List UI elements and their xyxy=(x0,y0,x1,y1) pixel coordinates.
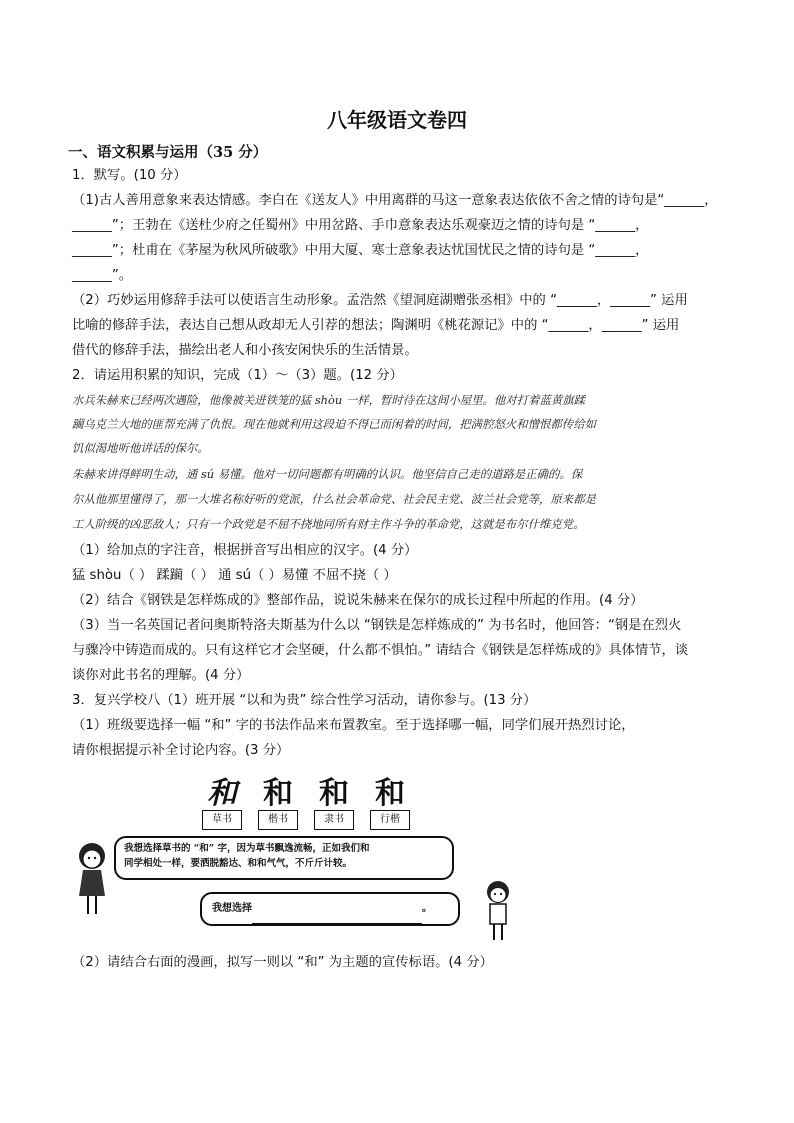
speech-bubble-left xyxy=(114,836,454,880)
passage-line: 尔从他那里懂得了，那一大堆名称好听的党派，什么社会革命党、社会民主党、波兰社会党等，原来都是 xyxy=(72,492,596,506)
q2-sub2: （2）结合《钢铁是怎样炼成的》整部作品，说说朱赫来在保尔的成长过程中所起的作用。(4 分） xyxy=(72,593,644,608)
passage-line: 饥似渴地听他讲话的保尔。 xyxy=(72,441,209,455)
q2-sub3-line: 谈你对此书名的理解。(4 分） xyxy=(72,668,250,683)
comic-illustration xyxy=(72,768,532,943)
girl-figure-icon xyxy=(72,840,112,920)
passage-line: 朱赫来讲得鲜明生动，通 sú 易懂。他对一切问题都有明确的认识。他坚信自己走的道路是正确的。保 xyxy=(72,467,583,481)
q1-p1-line: （1)古人善用意象来表达情感。李白在《送友人》中用离群的马这一意象表达依依不舍之情的诗句是“______， xyxy=(72,193,718,208)
passage-line: 躏乌克兰大地的匪帮充满了仇恨。现在他就利用这段迫不得已而闲着的时间，把满腔怒火和憎恨都传给如 xyxy=(72,417,596,431)
calligraphy-char-cursive: 和 xyxy=(207,776,237,811)
style-label: 楷书 xyxy=(258,810,298,830)
style-label: 隶书 xyxy=(314,810,354,830)
calligraphy-char-regular: 和 xyxy=(263,776,293,811)
q2-sub3-line: （3）当一名英国记者问奥斯特洛夫斯基为什么以 “钢铁是怎样炼成的” 为书名时，他回答：“钢是在烈火 xyxy=(72,618,682,633)
style-label: 草书 xyxy=(202,810,242,830)
q2-sub3-line: 与骤冷中铸造而成的。只有这样它才会坚硬，什么都不惧怕。” 请结合《钢铁是怎样炼成的》具体情节，谈 xyxy=(72,643,689,658)
answer-blank[interactable] xyxy=(252,907,422,924)
calligraphy-char-running: 和 xyxy=(375,776,405,811)
q1-heading: 1．默写。(10 分） xyxy=(72,168,187,183)
page-title: 八年级语文卷四 xyxy=(327,108,467,132)
q1-p1-line: ______”。 xyxy=(72,268,133,283)
q3-sub2: （2）请结合右面的漫画，拟写一则以 “和” 为主题的宣传标语。(4 分） xyxy=(72,955,493,970)
q3-sub1-line: （1）班级要选择一幅 “和” 字的书法作品来布置教室。至于选择哪一幅，同学们展开热烈讨论， xyxy=(72,718,635,733)
passage-line: 工人阶级的凶恶敌人；只有一个政党是不屈不挠地同所有财主作斗争的革命党，这就是布尔什维克党。 xyxy=(72,517,585,531)
q1-p2-line: （2）巧妙运用修辞手法可以使语言生动形象。孟浩然《望洞庭湖赠张丞相》中的 “______，______” 运用 xyxy=(72,293,688,308)
calligraphy-row xyxy=(202,768,412,825)
calligraphy-char-clerical: 和 xyxy=(319,776,349,811)
bubble-prompt: 我想选择 xyxy=(212,903,252,914)
bubble-text: 同学相处一样，要洒脱豁达、和和气气，不斤斤计较。 xyxy=(124,858,353,869)
q2-heading: 2．请运用积累的知识，完成（1）～（3）题。(12 分） xyxy=(72,368,403,383)
bubble-text: 我想选择草书的 “和” 字，因为草书飘逸流畅，正如我们和 xyxy=(124,843,370,854)
q3-sub1-line: 请你根据提示补全讨论内容。(3 分） xyxy=(72,743,290,758)
q1-p1-line: ______”；杜甫在《茅屋为秋风所破歌》中用大厦、寒士意象表达忧国忧民之情的诗句是 “______， xyxy=(72,243,649,258)
style-label: 行楷 xyxy=(370,810,410,830)
section-heading: 一、语文积累与运用（35 分） xyxy=(68,144,268,161)
passage-line: 水兵朱赫来已经两次遇险，他像被关进铁笼的猛 shòu 一样，暂时待在这间小屋里。他对打着蓝黄旗蹂 xyxy=(72,393,586,407)
boy-figure-icon xyxy=(480,880,516,944)
q2-sub1: （1）给加点的字注音，根据拼音写出相应的汉字。(4 分） xyxy=(72,543,418,558)
q1-p2-line: 比喻的修辞手法，表达自己想从政却无人引荐的想法；陶渊明《桃花源记》中的 “______，______” 运用 xyxy=(72,318,680,333)
q1-p1-line: ______”；王勃在《送杜少府之任蜀州》中用岔路、手巾意象表达乐观豪迈之情的诗句是 “______， xyxy=(72,218,649,233)
q1-p2-line: 借代的修辞手法，描绘出老人和小孩安闲快乐的生活情景。 xyxy=(72,343,418,358)
q3-heading: 3．复兴学校八（1）班开展 “以和为贵” 综合性学习活动，请你参与。(13 分） xyxy=(72,693,537,708)
q2-sub1-answers: 猛 shòu（ ） 蹂躏（ ） 通 sú（ ）易懂 不屈不挠（ ） xyxy=(72,568,397,583)
speech-bubble-right: 我想选择 。 xyxy=(200,892,460,926)
